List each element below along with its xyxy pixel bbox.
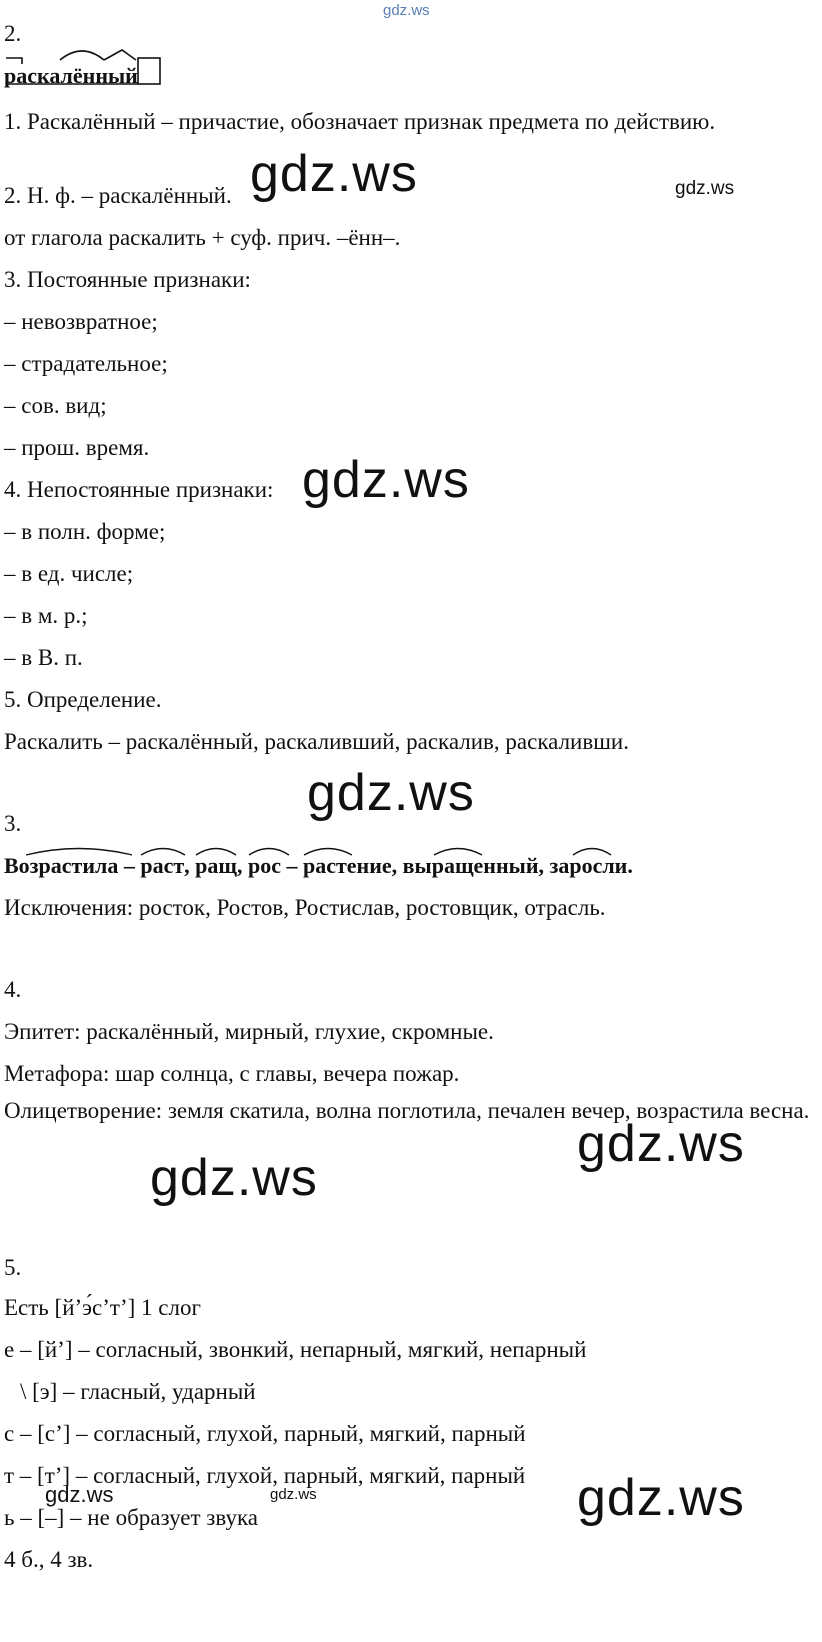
watermark-5: gdz.ws <box>150 1149 318 1207</box>
task2-line-2: 2. Н. ф. – раскалённый. <box>4 183 232 208</box>
dash: – <box>118 853 141 878</box>
task2-line-9: 4. Непостоянные признаки: <box>4 477 274 502</box>
root-arc-icon <box>433 846 483 856</box>
task2-line-10: – в полн. форме; <box>4 519 166 544</box>
separator: , <box>184 853 196 878</box>
task3-number: 3. <box>4 811 22 836</box>
watermark-top: gdz.ws <box>383 2 430 19</box>
task5-line-5: т – [т’] – согласный, глухой, парный, мягкий, парный <box>4 1463 526 1488</box>
root-3-text: рос <box>247 853 281 878</box>
root-arc-icon <box>572 846 612 856</box>
watermark-small-1: gdz.ws <box>675 178 735 199</box>
separator: , <box>538 853 550 878</box>
period: . <box>627 853 633 878</box>
task5-line-7: 4 б., 4 зв. <box>4 1547 94 1572</box>
task2-line-5: – невозвратное; <box>4 309 158 334</box>
task5-line-6: ь – [–] – не образует звука <box>4 1505 258 1530</box>
parsed-word <box>4 62 138 90</box>
example-word-3 <box>550 852 628 880</box>
watermark-2: gdz.ws <box>302 451 470 509</box>
separator: , <box>236 853 248 878</box>
example-word-2-text: выращенный <box>402 853 539 878</box>
root-arc-icon <box>195 846 237 856</box>
watermark-3: gdz.ws <box>307 764 475 822</box>
example-word-1-text: растение <box>302 853 392 878</box>
task2-line-13: – в В. п. <box>4 645 83 670</box>
task2-line-6: – страдательное; <box>4 351 168 376</box>
root-2-text: ращ <box>195 853 237 878</box>
task4-number: 4. <box>4 977 22 1002</box>
task2-line-15: Раскалить – раскалённый, раскаливший, раскалив, раскаливши. <box>4 729 629 754</box>
root-1 <box>140 852 184 880</box>
task2-line-12: – в м. р.; <box>4 603 88 628</box>
task4-line-3: Олицетворение: земля скатила, волна поглотила, печален вечер, возрастила весна. <box>4 1098 810 1123</box>
task2-line-8: – прош. время. <box>4 435 150 460</box>
example-word-2 <box>403 852 539 880</box>
root-arc-icon <box>24 846 134 856</box>
task5-number: 5. <box>4 1255 22 1280</box>
task4-line-2: Метафора: шар солнца, с главы, вечера пожар. <box>4 1061 460 1086</box>
root-word-text: Возрастила <box>4 853 119 878</box>
task2-line-7: – сов. вид; <box>4 393 107 418</box>
example-word-1 <box>303 852 392 880</box>
root-2 <box>195 852 237 880</box>
task5-line-2: е – [й’] – согласный, звонкий, непарный, мягкий, непарный <box>4 1337 587 1362</box>
watermark-6: gdz.ws <box>577 1469 745 1527</box>
task2-line-1: 1. Раскалённый – причастие, обозначает признак предмета по действию. <box>4 109 716 134</box>
watermark-small-2: gdz.ws <box>45 1482 114 1507</box>
morpheme-marks-icon <box>4 44 159 84</box>
task3-exceptions: Исключения: росток, Ростов, Ростислав, ростовщик, отрасль. <box>4 895 606 920</box>
task2-line-3: от глагола раскалить + суф. прич. –ённ–. <box>4 225 401 250</box>
task4-line-1: Эпитет: раскалённый, мирный, глухие, скромные. <box>4 1019 494 1044</box>
watermark-small-3: gdz.ws <box>270 1486 317 1503</box>
task2-number: 2. <box>4 21 22 46</box>
word-morpheme-parse <box>4 62 138 90</box>
root-arc-icon <box>140 846 186 856</box>
task2-line-4: 3. Постоянные признаки: <box>4 267 251 292</box>
task5-line-1: Есть [й’э́с’т’] 1 слог <box>4 1295 201 1320</box>
task2-line-11: – в ед. числе; <box>4 561 134 586</box>
task2-line-14: 5. Определение. <box>4 687 162 712</box>
root-word <box>4 852 118 880</box>
task3-roots-line <box>4 852 633 880</box>
root-arc-icon <box>303 846 353 856</box>
task5-line-3: \ [э] – гласный, ударный <box>20 1379 256 1404</box>
example-word-3-text: заросли <box>549 853 628 878</box>
watermark-4: gdz.ws <box>577 1115 745 1173</box>
root-arc-icon <box>248 846 290 856</box>
root-3 <box>248 852 281 880</box>
root-1-text: раст <box>140 853 185 878</box>
separator: , <box>391 853 403 878</box>
dash: – <box>280 853 303 878</box>
watermark-1: gdz.ws <box>250 145 418 203</box>
parsed-word-text: раскалённый <box>4 63 138 88</box>
task5-line-4: с – [с’] – согласный, глухой, парный, мягкий, парный <box>4 1421 526 1446</box>
